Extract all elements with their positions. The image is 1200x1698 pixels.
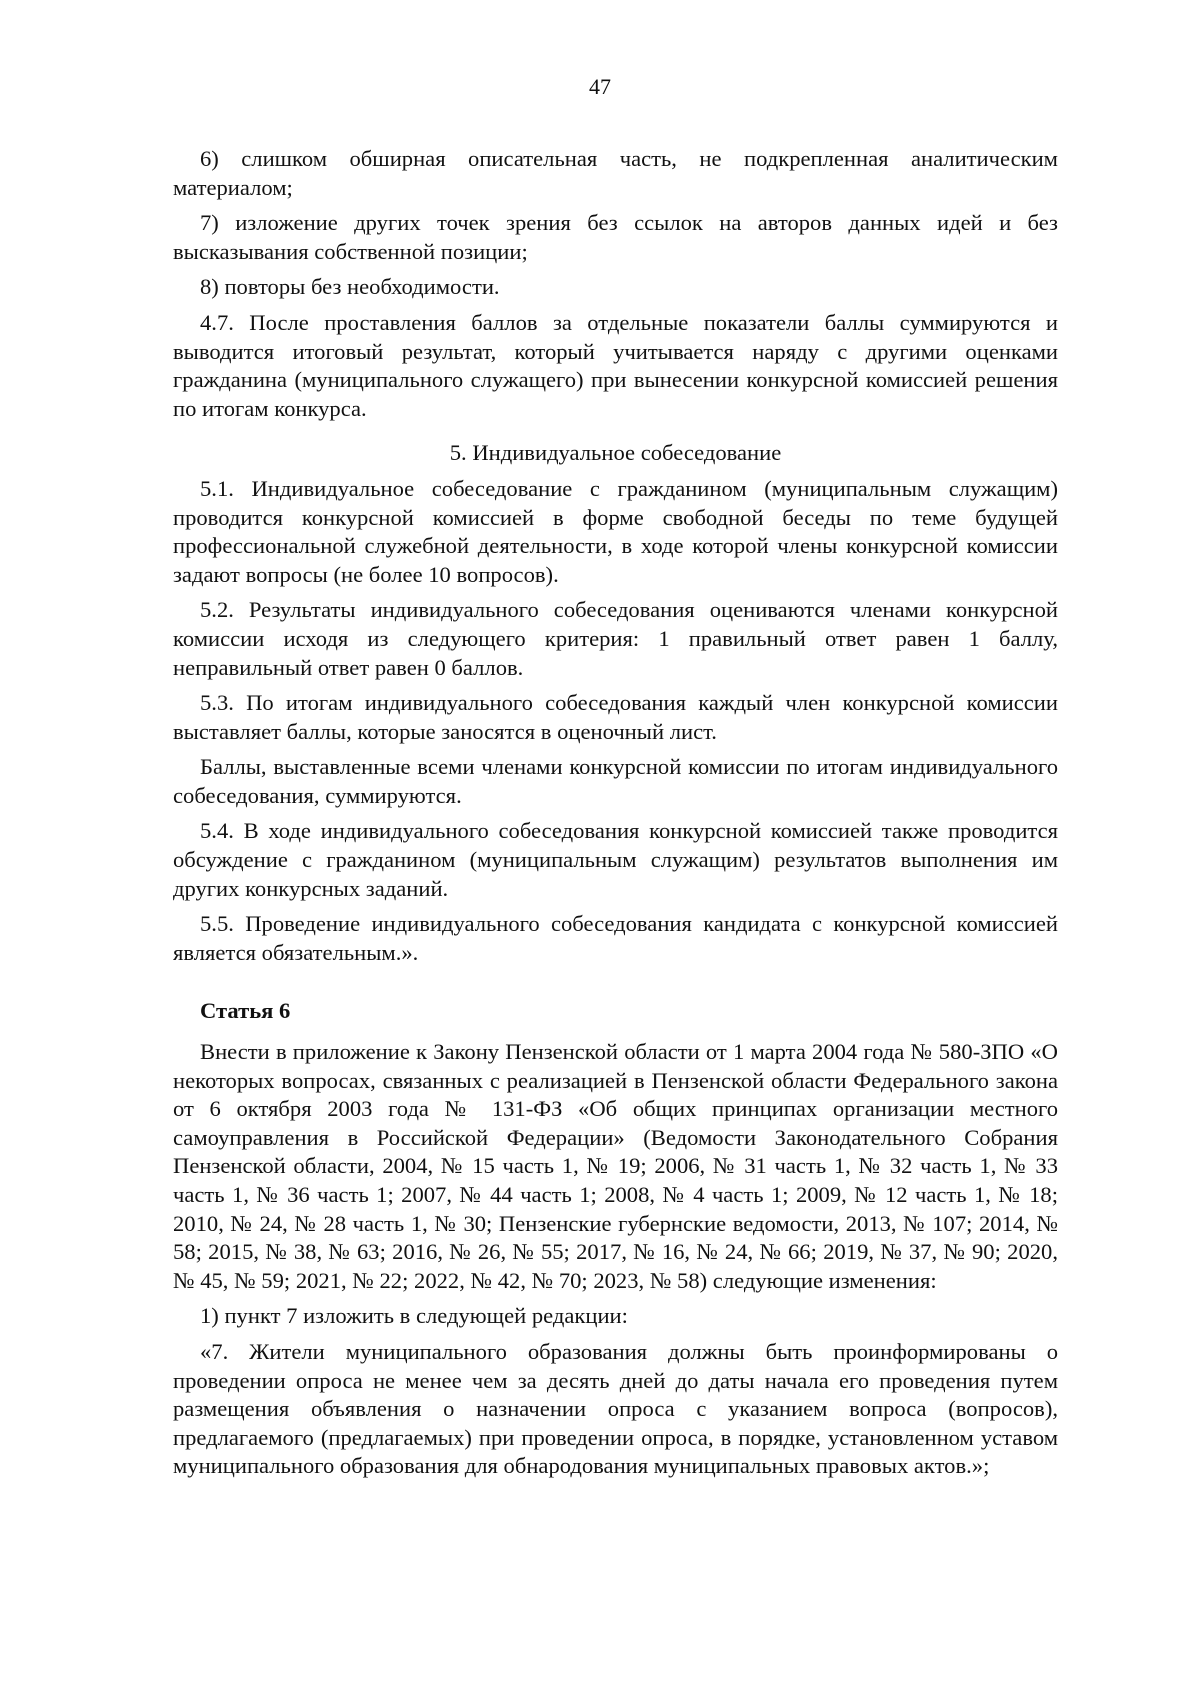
document-body xyxy=(173,145,1058,1481)
amendment-item-1: 1) пункт 7 изложить в следующей редакции: xyxy=(200,1303,628,1329)
section-5-heading: 5. Индивидуальное собеседование xyxy=(449,440,782,466)
list-item-8: 8) повторы без необходимости. xyxy=(200,274,500,300)
clause-5-4: 5.4. В ходе индивидуального собеседования конкурсной комиссией также проводится обсуждение с гражданином (муниципальным служащим) результатов выполнения им других конкурсных заданий. xyxy=(173,818,1058,901)
clause-5-5: 5.5. Проведение индивидуального собеседования кандидата с конкурсной комиссией является обязательным.». xyxy=(173,911,1058,965)
clause-4-7: 4.7. После проставления баллов за отдельные показатели баллы суммируются и выводится итоговый результат, который учитывается наряду с другими оценками гражданина (муниципального служащего) при вынесении конкурсной комиссией решения по итогам конкурса. xyxy=(173,309,1058,421)
list-item-7: 7) изложение других точек зрения без ссылок на авторов данных идей и без высказывания собственной позиции; xyxy=(173,210,1058,264)
clause-5-2: 5.2. Результаты индивидуального собеседования оцениваются членами конкурсной комиссии исходя из следующего критерия: 1 правильный ответ равен 1 баллу, неправильный ответ равен 0 баллов. xyxy=(173,597,1058,680)
amendment-item-1-text: «7. Жители муниципального образования должны быть проинформированы о проведении опроса не менее чем за десять дней до даты начала его проведения путем размещения объявления о назначении опроса с указанием вопроса (вопросов), предлагаемого (предлагаемых) при проведении опроса, в порядке, установленном уставом муниципального образования для обнародования муниципальных правовых актов.»; xyxy=(173,1338,1058,1479)
list-item-6: 6) слишком обширная описательная часть, не подкрепленная аналитическим материалом; xyxy=(173,146,1058,200)
article-6-intro: Внести в приложение к Закону Пензенской области от 1 марта 2004 года № 580-ЗПО «О некоторых вопросах, связанных с реализацией в Пензенской области Федерального закона от 6 октября 2003 года № 131-ФЗ «Об общих принципах организации местного самоуправления в Российской Федерации» (Ведомости Законодательного Собрания Пензенской области, 2004, № 15 часть 1, № 19; 2006, № 31 часть 1, № 32 часть 1, № 33 часть 1, № 36 часть 1; 2007, № 44 часть 1; 2008, № 4 часть 1; 2009, № 12 часть 1, № 18; 2010, № 24, № 28 часть 1, № 30; Пензенские губернские ведомости, 2013, № 107; 2014, № 58; 2015, № 38, № 63; 2016, № 26, № 55; 2017, № 16, № 24, № 66; 2019, № 37, № 90; 2020, № 45, № 59; 2021, № 22; 2022, № 42, № 70; 2023, № 58) следующие изменения: xyxy=(173,1039,1058,1293)
clause-5-3-continued: Баллы, выставленные всеми членами конкурсной комиссии по итогам индивидуального собеседования, суммируются. xyxy=(173,754,1058,808)
page-number: 47 xyxy=(589,74,611,99)
clause-5-1: 5.1. Индивидуальное собеседование с гражданином (муниципальным служащим) проводится конкурсной комиссией в форме свободной беседы по теме будущей профессиональной служебной деятельности, в ходе которой члены конкурсной комиссии задают вопросы (не более 10 вопросов). xyxy=(173,475,1058,587)
clause-5-3: 5.3. По итогам индивидуального собеседования каждый член конкурсной комиссии выставляет баллы, которые заносятся в оценочный лист. xyxy=(173,690,1058,744)
article-6-heading: Статья 6 xyxy=(200,998,291,1024)
